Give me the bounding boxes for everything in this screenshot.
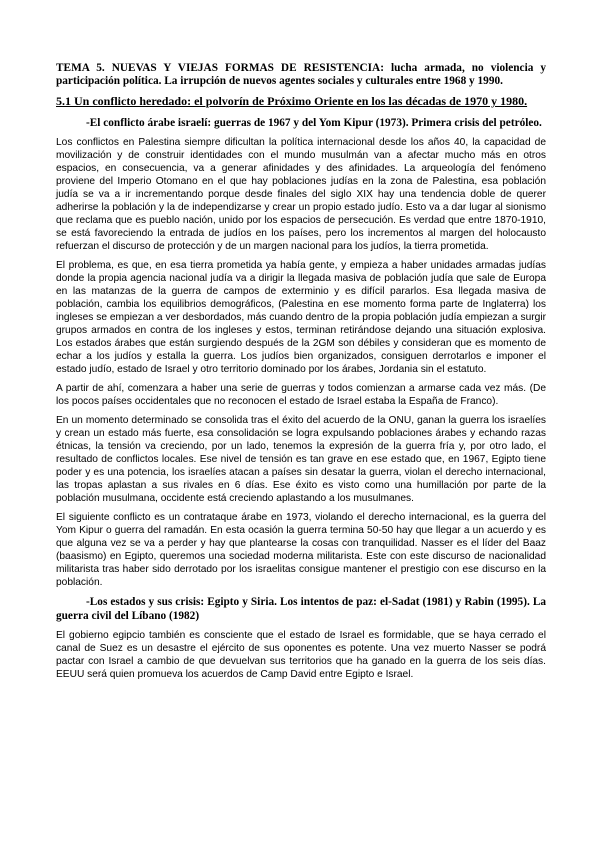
paragraph: El siguiente conflicto es un contrataque árabe en 1973, violando el derecho internacional, es la guerra del Yom Kipur o guerra del ramadán. En esta ocasión la guerra termina 50-50 hay que llegar a un acuerdo y es que alguna vez se va a perder y hay que plantearse la cosas con tranquilidad. Nasser es el líder del Baaz (baasismo) en Egipto, queremos una sociedad moderna militarista. Este con este discurso de nacionalidad militarista tras haber sido derrotado por los israelitas consigue mantener el prestigio con ese discurso en la población. <box>56 512 546 588</box>
paragraph: Los conflictos en Palestina siempre dificultan la política internacional desde los años 40, la capacidad de movilización y de construir identidades con el mundo musulmán van a afectar mucho más en otros espacios, en consecuencia, va a generar afinidades y des afinidades. La arqueología del fenómeno proviene del Imperio Otomano en el que hay poblaciones judías en la zona de Palestina, esa población judía se va a ir incrementando porque desde finales del siglo XIX hay una tendencia doble de querer adherirse la población y la de independizarse y crear un propio estado judío. Esto va a dar lugar al sionismo que reclama que es pueblo nación, unido por los espacios de persecución. Es verdad que entre 1870-1910, se está favoreciendo la entrada de judíos en los países, pero los incrementos al margen del holocausto refuerzan el discurso de protección y de un margen nacional para los judíos, la tierra prometida. <box>56 137 546 252</box>
subsection-heading-1: -El conflicto árabe israelí: guerras de 1967 y del Yom Kipur (1973). Primera crisis del petróleo. <box>86 117 542 129</box>
paragraph: En un momento determinado se consolida tras el éxito del acuerdo de la ONU, ganan la guerra los israelíes y crean un estado más fuerte, esa consolidación se logra expulsando poblaciones árabes y echando razas étnicas, la tensión va creciendo, por un lado, tenemos la expresión de la guerra fría y, por otro lado, el resultado de conflictos locales. Ese nivel de tensión es tan grave en ese estado que, en 1967, Egipto tiene poder y es una potencia, los israelíes atacan a países sin desatar la guerra, violan el derecho internacional, las tropas aplastan a sus rivales en 6 días. Ese éxito es visto como una humillación por parte de la población musulmana, occidente está creciendo aplastando a los musulmanes. <box>56 415 546 504</box>
subsection-heading-2: -Los estados y sus crisis: Egipto y Siria. Los intentos de paz: el-Sadat (1981) y Rabin (1995). La guerra civil del Líbano (1982) <box>56 596 546 622</box>
topic-title: TEMA 5. NUEVAS Y VIEJAS FORMAS DE RESISTENCIA: lucha armada, no violencia y participación política. La irrupción de nuevos agentes sociales y culturales entre 1968 y 1990. <box>56 62 546 87</box>
section-heading: 5.1 Un conflicto heredado: el polvorín de Próximo Oriente en los las décadas de 1970 y 1980. <box>56 94 528 108</box>
paragraph: El gobierno egipcio también es consciente que el estado de Israel es formidable, que se haya cerrado el canal de Suez es un desastre el ejército de sus oponentes es potente. Una vez muerto Nasser se podrá pactar con Israel a cambio de que devuelvan sus territorios que ha ganado en la guerra de los seis días. EEUU será quien promueva los acuerdos de Camp David entre Egipto e Israel. <box>56 630 546 680</box>
paragraph: A partir de ahí, comenzara a haber una serie de guerras y todos comienzan a armarse cada vez más. (De los pocos países occidentales que no reconocen el estado de Israel estaba la España de Franco). <box>56 383 546 407</box>
paragraph: El problema, es que, en esa tierra prometida ya había gente, y empieza a haber unidades armadas judías donde la propia agencia nacional judía va a dirigir la llegada masiva de población judía que sale de Europa en las matanzas de la guerra de campos de exterminio y es difícil pararlos. Esa llegada masiva de población, cambia los equilibrios demográficos, (Palestina en ese momento forma parte de Inglaterra) los ingleses se empiezan a ver desbordados, más cuando dentro de la propia población judía empiezan a surgir grupos armados en contra de los ingleses y estos, terminan retirándose dejando una situación explosiva. Los estados árabes que están surgiendo después de la 2GM son débiles y consideran que es momento de echar a los judíos y estalla la guerra. Los judíos bien organizados, consiguen derrotarlos e imponer el estado judío, estado de Israel y otro territorio dominado por los árabes, Jordania sin el estatuto. <box>56 260 546 375</box>
document-body <box>56 62 546 687</box>
